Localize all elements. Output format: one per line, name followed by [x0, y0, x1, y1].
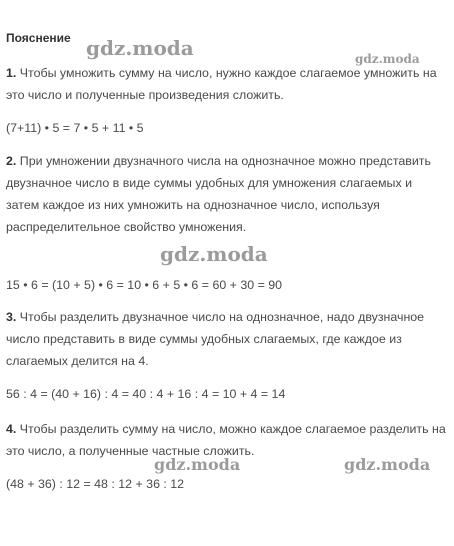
item-number: 2. [6, 154, 17, 168]
watermark: gdz.moda [355, 52, 420, 66]
formula-1: (7+11) • 5 = 7 • 5 + 11 • 5 [6, 121, 144, 135]
item-text: Чтобы разделить сумму на число, можно каждое слагаемое разделить на это число, а полученные частные сложить. [6, 422, 446, 458]
formula-3: 56 : 4 = (40 + 16) : 4 = 40 : 4 + 16 : 4 = 10 + 4 = 14 [6, 387, 286, 401]
watermark: gdz.moda [160, 242, 268, 266]
item-number: 1. [6, 66, 17, 80]
explanation-item-1 [6, 62, 446, 106]
explanation-item-3 [6, 306, 446, 372]
item-number: 4. [6, 422, 17, 436]
section-heading: Пояснение [6, 31, 71, 45]
watermark: gdz.moda [154, 455, 241, 474]
watermark: gdz.moda [344, 455, 431, 474]
formula-4: (48 + 36) : 12 = 48 : 12 + 36 : 12 [6, 477, 185, 491]
item-text: При умножении двузначного числа на однозначное можно представить двузначное число в виде суммы удобных для умножения слагаемых и затем каждое из них умножить на однозначное число, используя распределительное свойство умножения. [6, 154, 431, 234]
item-number: 3. [6, 310, 17, 324]
formula-2: 15 • 6 = (10 + 5) • 6 = 10 • 6 + 5 • 6 = 60 + 30 = 90 [6, 278, 283, 292]
explanation-item-2 [6, 150, 446, 238]
item-text: Чтобы умножить сумму на число, нужно каждое слагаемое умножить на это число и полученные произведения сложить. [6, 66, 437, 102]
watermark: gdz.moda [86, 36, 194, 60]
item-text: Чтобы разделить двузначное число на однозначное, надо двузначное число представить в виде суммы удобных слагаемых, где каждое из слагаемых делится на 4. [6, 310, 425, 368]
